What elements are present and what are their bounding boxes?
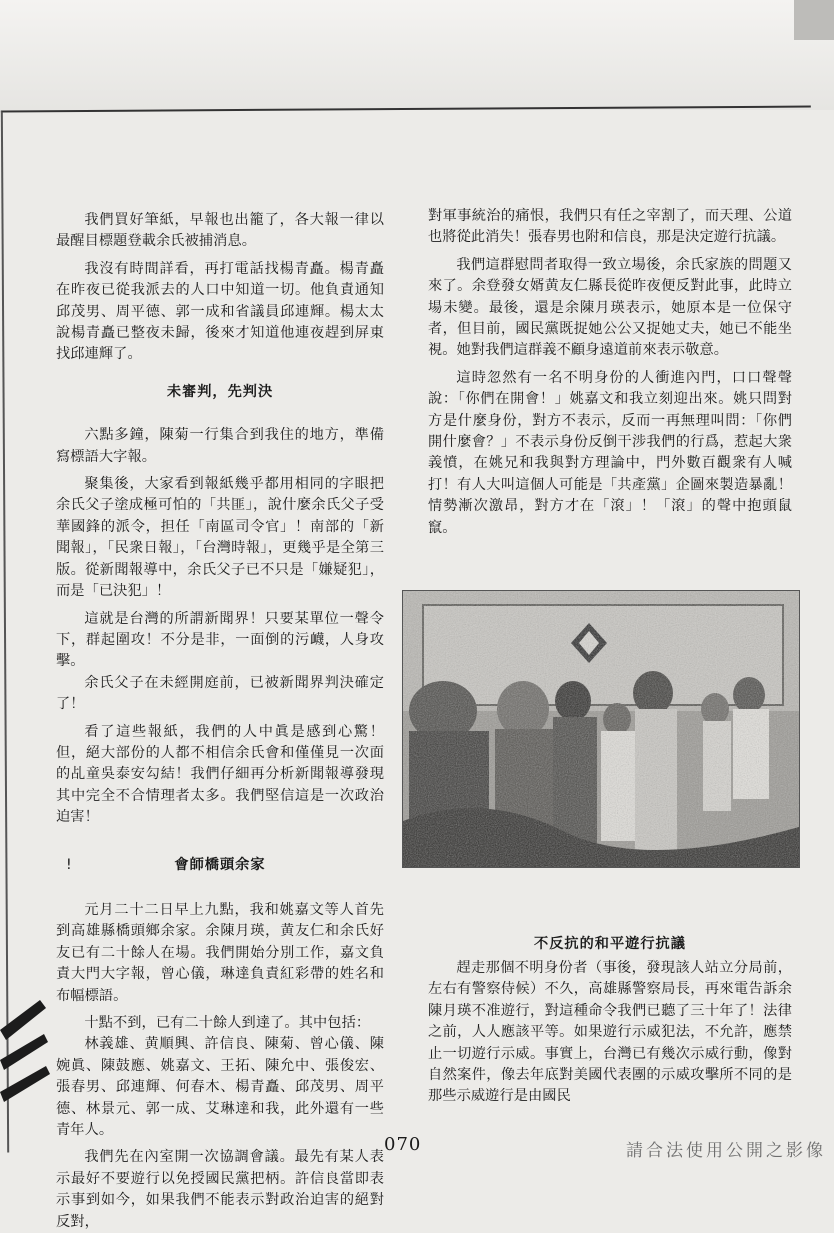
protest-crowd-photo-icon — [403, 591, 799, 867]
scan-stamp-icon — [0, 1000, 50, 1130]
paragraph: 趕走那個不明身份者（事後，發現該人站立分局前，左右有警察侍候）不久，高雄縣警察局長，再來電告訴余陳月瑛不准遊行，對這種命令我們已聽了三十年了！法律之前，人人應該平等。如果遊行示威犯法，不允許，應禁止一切遊行示威。事實上，台灣已有幾次示威行動，像對自然案件，像去年底對美國代表團的示威攻擊所不同的是那些示威遊行是由國民 — [428, 960, 792, 1105]
right-column-lower — [428, 958, 792, 1108]
paragraph: 我們買好筆紙，早報也出籠了，各大報一律以最醒目標題登載余氏被捕消息。 — [56, 212, 384, 250]
paragraph: 六點多鐘，陳菊一行集合到我住的地方，準備寫標語大字報。 — [56, 427, 384, 465]
section-heading: 未審判，先判決 — [166, 383, 274, 400]
protest-photo — [402, 590, 800, 868]
scan-top-margin — [0, 0, 834, 110]
paragraph: 聚集後，大家看到報紙幾乎都用相同的字眼把余氏父子塗成極可怕的「共匪」，說什麼余氏父子受華國鋒的派令，担任「南區司令官」！南部的「新聞報」，「民衆日報」，「台灣時報」，更幾乎是全第三版。從新聞報導中，余氏父子已不只是「嫌疑犯」，而是「已決犯」！ — [56, 476, 384, 600]
margin-mark: ! — [66, 856, 73, 873]
section-heading: 不反抗的和平遊行抗議 — [534, 936, 686, 952]
scan-corner-shadow — [794, 0, 834, 40]
paragraph: 這時忽然有一名不明身份的人衝進內門，口口聲聲說：「你們在開會！」姚嘉文和我立刻迎出來。姚只問對方是什麼身份，對方不表示，反而一再無理叫問：「你們開什麼會？」不表示身份反倒干涉我們的行爲，惹起大衆義憤，在姚兄和我與對方理論中，門外數百觀衆有人喊打！有人大叫這個人可能是「共產黨」企圖來製造暴亂！情勢漸次激昂，對方才在「滾」！「滾」的聲中抱頭鼠竄。 — [428, 369, 792, 536]
right-column — [428, 206, 792, 539]
watermark: 請合法使用公開之影像 — [626, 1141, 826, 1161]
paragraph: 對軍事統治的痛恨，我們只有任之宰割了，而天理、公道也將從此消失！張春男也附和信良，那是決定遊行抗議。 — [428, 208, 792, 246]
paragraph: 十點不到，已有二十餘人到達了。其中包括： — [84, 1015, 371, 1031]
paragraph: 這就是台灣的所謂新聞界！只要某單位一聲令下，群起圍攻！不分是非，一面倒的污衊，人身攻擊。 — [56, 610, 384, 670]
paragraph: 看了這些報紙，我們的人中眞是感到心驚！但，絕大部份的人都不相信余氏會和僅僅見一次面的乩童吳泰安勾結！我們仔細再分析新聞報導發現其中完全不合情理者太多。我們堅信這是一次政治迫害！ — [56, 723, 384, 826]
section-heading-text: 會師橋頭余家 — [174, 856, 266, 873]
paragraph: 元月二十二日早上九點，我和姚嘉文等人首先到高雄縣橋頭鄉余家。余陳月瑛，黄友仁和余氏好友已有二十餘人在場。我們開始分別工作，嘉文負責大門大字報，曾心儀，琳達負責紅彩帶的姓名和布幅標語。 — [56, 901, 384, 1004]
left-column — [56, 210, 384, 1233]
paragraph: 我們這群慰問者取得一致立場後，余氏家族的問題又來了。余登發女婿黄友仁縣長從昨夜便反對此事，此時立場未變。最後，還是余陳月瑛表示，她原本是一位保守者，但目前，國民黨既捉她公公又捉她丈夫，她已不能坐視。她對我們這群義不顧身遠道前來表示敬意。 — [428, 256, 792, 359]
paragraph: 我們先在內室開一次協調會議。最先有某人表示最好不要遊行以免授國民黨把柄。許信良當即表示事到如今，如果我們不能表示對政治迫害的絕對反對， — [56, 1149, 384, 1230]
section-heading — [56, 855, 384, 876]
paragraph: 余氏父子在未經開庭前，已被新聞界判決確定了！ — [56, 674, 384, 713]
paragraph: 我沒有時間詳看，再打電話找楊青矗。楊青矗在昨夜已從我派去的人口中知道一切。他負責通知邱茂男、周平德、郭一成和省議員邱連輝。楊太太說楊青矗已整夜未歸，後來才知道他連夜趕到屏東找邱連輝了。 — [56, 260, 384, 363]
paragraph: 林義雄、黄順興、許信良、陳菊、曾心儀、陳婉眞、陳鼓應、姚嘉文、王拓、陳允中、張俊宏、張春男、邱連輝、何春木、楊青矗、邱茂男、周平德、林景元、郭一成、艾琳達和我，此外還有一些青年人。 — [56, 1036, 384, 1139]
page-number: 070 — [384, 1134, 422, 1155]
